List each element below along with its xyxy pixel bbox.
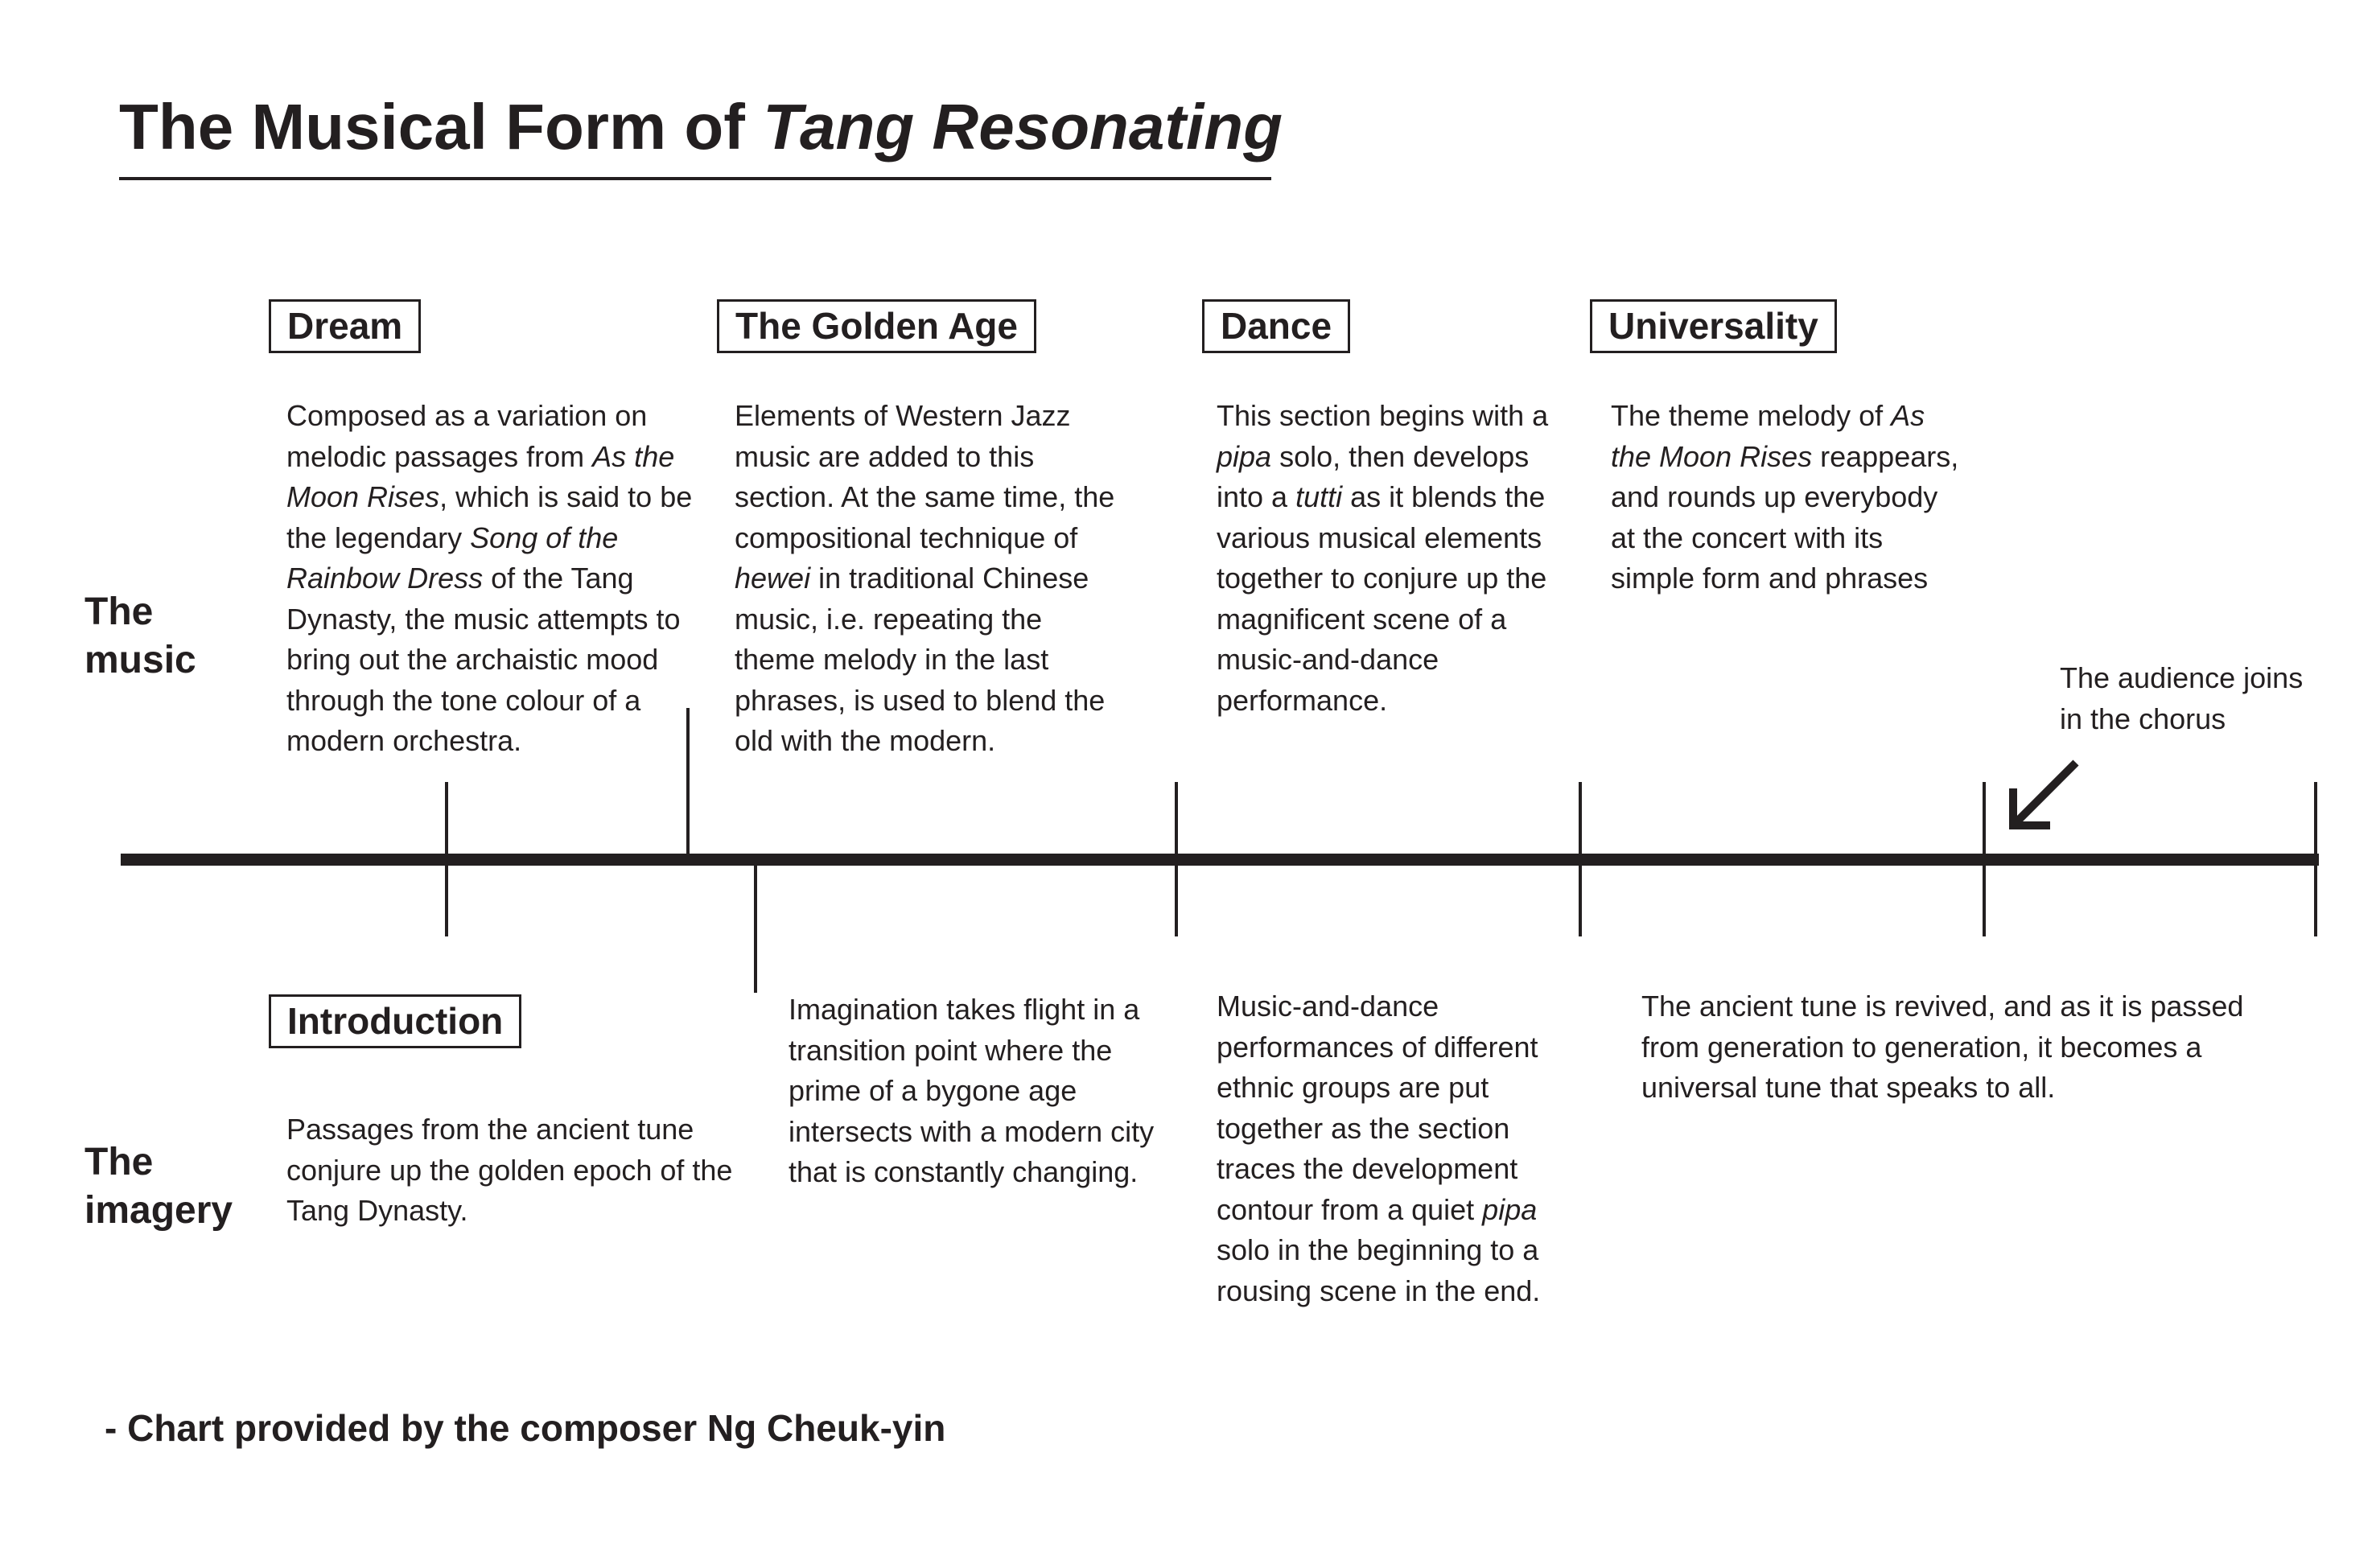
- timeline-axis: [121, 854, 2319, 866]
- timeline-tick: [445, 782, 448, 936]
- imagery-desc-universality: [1641, 986, 2253, 1109]
- music-desc-dance: [1217, 396, 1587, 721]
- text-line: This section begins with a: [1217, 399, 1549, 432]
- text-line: contour from a quiet pipa: [1217, 1192, 1538, 1226]
- text-line: music, i.e. repeating the: [735, 602, 1043, 636]
- text-line: Dynasty, the music attempts to: [286, 602, 681, 636]
- text-line: performances of different: [1217, 1030, 1538, 1064]
- text-line: Music-and-dance: [1217, 990, 1439, 1023]
- timeline-tick-end: [2314, 782, 2317, 936]
- row-label-imagery: [84, 1138, 233, 1235]
- section-box-universality: Universality: [1590, 299, 1837, 353]
- text-line: pipa solo, then develops: [1217, 439, 1530, 473]
- text-line: simple form and phrases: [1611, 562, 1929, 595]
- timeline-tick: [1983, 782, 1986, 936]
- imagery-desc-introduction: [286, 1109, 737, 1232]
- text-line: magnificent scene of a: [1217, 602, 1507, 636]
- imagery-desc-transition: [789, 990, 1175, 1193]
- text-line: the Moon Rises reappears,: [1611, 439, 1959, 473]
- text-line: prime of a bygone age: [789, 1074, 1077, 1107]
- text-line: hewei in traditional Chinese: [735, 562, 1089, 595]
- text-line: melodic passages from As the: [286, 439, 675, 473]
- music-desc-universality: [1611, 396, 1981, 599]
- text-line: together as the section: [1217, 1111, 1510, 1145]
- chart-credit: - Chart provided by the composer Ng Cheuk-yin: [105, 1407, 946, 1449]
- text-line: modern orchestra.: [286, 724, 522, 757]
- row-label-music-line: The: [84, 591, 154, 633]
- text-line: various musical elements: [1217, 521, 1542, 554]
- text-line: The audience joins: [2060, 661, 2304, 694]
- arrow-shaft: [2016, 763, 2076, 822]
- text-line: in the chorus: [2060, 702, 2226, 735]
- text-line: The ancient tune is revived, and as it is passed: [1641, 990, 2244, 1023]
- text-line: Tang Dynasty.: [286, 1194, 468, 1227]
- text-line: rousing scene in the end.: [1217, 1274, 1541, 1307]
- text-line: phrases, is used to blend the: [735, 683, 1106, 717]
- timeline-tick: [754, 859, 757, 993]
- text-line: section. At the same time, the: [735, 480, 1115, 513]
- text-line: compositional technique of: [735, 521, 1078, 554]
- text-line: conjure up the golden epoch of the: [286, 1153, 733, 1187]
- row-label-imagery-line: The: [84, 1141, 154, 1183]
- imagery-desc-dance: [1217, 986, 1587, 1311]
- text-line: transition point where the: [789, 1033, 1113, 1067]
- section-box-introduction: Introduction: [269, 994, 521, 1048]
- text-line: from generation to generation, it becomes a: [1641, 1030, 2202, 1064]
- music-desc-dream: [286, 396, 705, 762]
- row-label-music: [84, 588, 196, 685]
- section-box-dance: Dance: [1202, 299, 1350, 353]
- text-line: and rounds up everybody: [1611, 480, 1938, 513]
- row-label-music-line: music: [84, 639, 196, 681]
- text-line: music are added to this: [735, 439, 1035, 473]
- text-line: Imagination takes flight in a: [789, 993, 1140, 1026]
- music-desc-golden-age: [735, 396, 1153, 762]
- text-line: at the concert with its: [1611, 521, 1884, 554]
- text-line: music-and-dance: [1217, 643, 1439, 676]
- text-line: Elements of Western Jazz: [735, 399, 1071, 432]
- text-line: Moon Rises, which is said to be: [286, 480, 693, 513]
- timeline-tick: [1175, 782, 1178, 936]
- text-line: traces the development: [1217, 1152, 1518, 1185]
- section-box-golden-age: The Golden Age: [717, 299, 1036, 353]
- text-line: The theme melody of As: [1611, 399, 1925, 432]
- section-box-dream: Dream: [269, 299, 421, 353]
- text-line: Passages from the ancient tune: [286, 1113, 694, 1146]
- title-underline: [119, 177, 1271, 180]
- timeline-tick: [686, 708, 690, 859]
- text-line: old with the modern.: [735, 724, 996, 757]
- text-line: Rainbow Dress of the Tang: [286, 562, 634, 595]
- audience-chorus-note: [2060, 658, 2366, 739]
- text-line: together to conjure up the: [1217, 562, 1547, 595]
- text-line: intersects with a modern city: [789, 1114, 1155, 1148]
- text-line: theme melody in the last: [735, 643, 1049, 676]
- text-line: into a tutti as it blends the: [1217, 480, 1546, 513]
- page-title: The Musical Form of Tang Resonating: [119, 91, 1283, 163]
- text-line: universal tune that speaks to all.: [1641, 1071, 2056, 1104]
- text-line: the legendary Song of the: [286, 521, 619, 554]
- text-line: through the tone colour of a: [286, 683, 641, 717]
- text-line: bring out the archaistic mood: [286, 643, 659, 676]
- row-label-imagery-line: imagery: [84, 1189, 233, 1232]
- text-line: Composed as a variation on: [286, 399, 648, 432]
- timeline-tick: [1579, 782, 1582, 936]
- text-line: ethnic groups are put: [1217, 1071, 1489, 1104]
- arrow-down-left-icon: [2002, 756, 2082, 837]
- text-line: solo in the beginning to a: [1217, 1233, 1539, 1266]
- text-line: that is constantly changing.: [789, 1155, 1139, 1188]
- text-line: performance.: [1217, 683, 1388, 717]
